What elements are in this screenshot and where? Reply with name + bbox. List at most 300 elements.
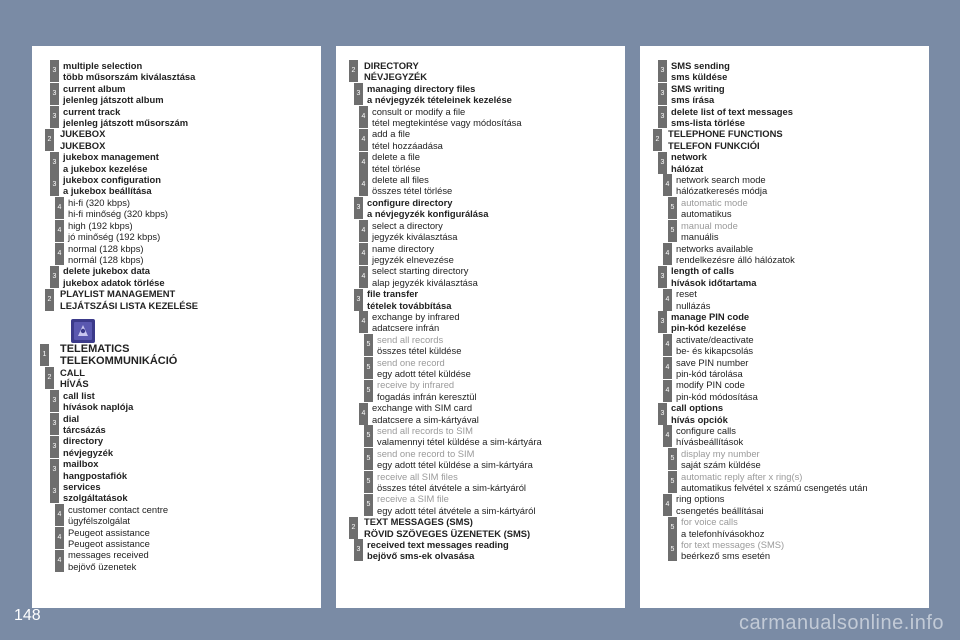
entry-label-english: delete jukebox data (63, 265, 151, 277)
level-badge: 4 (359, 152, 368, 174)
entry-label-english: configure calls (676, 425, 736, 436)
entry-label-hungarian: LEJÁTSZÁSI LISTA KEZELÉSE (60, 299, 199, 311)
menu-entry-level-2 (32, 128, 321, 151)
menu-entry-text (372, 151, 420, 174)
entry-label-english: network search mode (676, 174, 766, 186)
level-badge: 4 (55, 243, 64, 265)
menu-entry-level-3 (32, 413, 321, 436)
menu-entry-level-4 (640, 243, 929, 266)
menu-entry-level-4 (336, 402, 625, 425)
menu-entry-text (377, 379, 477, 402)
level-badge: 3 (50, 174, 59, 196)
menu-column-2 (336, 46, 625, 608)
menu-entry-text (63, 390, 133, 413)
entry-label-english: TEXT MESSAGES (SMS) (364, 516, 473, 528)
level-badge: 5 (668, 448, 677, 470)
menu-entry-level-3 (336, 197, 625, 220)
entry-label-english: for text messages (SMS) (681, 539, 785, 551)
menu-entry-text (372, 265, 478, 288)
level-badge: 4 (663, 243, 672, 265)
menu-entry-text (676, 288, 710, 311)
level-badge: 3 (354, 289, 363, 311)
level-badge: 4 (663, 494, 672, 516)
entry-label-hungarian: be- és kikapcsolás (676, 345, 754, 357)
entry-label-english: receive all SIM files (377, 470, 458, 482)
menu-entry-level-4 (640, 425, 929, 448)
entry-label-english: save PIN number (676, 356, 749, 368)
level-badge: 4 (55, 220, 64, 242)
level-badge: 4 (359, 266, 368, 288)
level-badge: 3 (50, 152, 59, 174)
entry-label-english: network (671, 151, 707, 163)
menu-entry-text (681, 220, 738, 243)
entry-label-english: consult or modify a file (372, 105, 466, 117)
entry-label-english: activate/deactivate (676, 333, 754, 345)
entry-label-english: PLAYLIST MANAGEMENT (60, 288, 176, 300)
level-badge: 5 (364, 471, 373, 493)
entry-label-hungarian: hálózatkeresés módja (676, 185, 768, 197)
entry-label-english: DIRECTORY (364, 60, 419, 71)
entry-label-hungarian: pin-kód tárolása (676, 367, 743, 379)
menu-entry-text (668, 128, 783, 151)
entry-label-hungarian: névjegyzék (63, 446, 114, 458)
menu-entry-level-5 (640, 220, 929, 243)
entry-label-english: file transfer (367, 288, 419, 300)
menu-entry-text (364, 60, 427, 83)
menu-entry-level-5 (640, 448, 929, 471)
level-badge: 5 (668, 517, 677, 539)
level-badge: 5 (668, 539, 677, 561)
entry-label-english: manage PIN code (671, 310, 750, 322)
level-badge: 4 (359, 403, 368, 425)
level-badge: 3 (50, 436, 59, 458)
entry-label-english: exchange by infrared (372, 310, 460, 322)
level-badge: 5 (668, 197, 677, 219)
level-badge: 4 (55, 504, 64, 526)
entry-label-hungarian: JUKEBOX (60, 139, 106, 151)
menu-entry-text (63, 481, 128, 504)
entry-label-english: select starting directory (372, 265, 469, 277)
level-badge: 1 (40, 344, 49, 366)
level-badge: 4 (359, 311, 368, 333)
entry-label-hungarian: alap jegyzék kiválasztása (372, 276, 478, 288)
entry-label-hungarian: tételek továbbítása (367, 299, 452, 311)
menu-entry-text (377, 448, 533, 471)
menu-entry-level-4 (640, 334, 929, 357)
entry-label-hungarian: sms írása (671, 94, 715, 106)
level-badge: 4 (663, 289, 672, 311)
menu-entry-level-4 (32, 243, 321, 266)
entry-label-english: managing directory files (367, 82, 476, 94)
entry-label-english: normal (128 kbps) (68, 242, 144, 254)
entry-label-english: exchange with SIM card (372, 402, 473, 414)
menu-entry-level-4 (640, 379, 929, 402)
level-badge: 4 (359, 220, 368, 242)
menu-entry-text (676, 174, 767, 197)
level-badge: 3 (354, 539, 363, 561)
menu-entry-level-3 (640, 106, 929, 129)
entry-label-hungarian: pin-kód kezelése (671, 322, 747, 334)
menu-entry-text (676, 334, 754, 357)
entry-label-hungarian: pin-kód módosítása (676, 390, 758, 402)
entry-label-english: TELEMATICS (60, 342, 130, 355)
menu-entry-text (676, 357, 748, 380)
menu-entry-level-4 (32, 197, 321, 220)
menu-entry-text (377, 425, 542, 448)
level-badge: 3 (658, 83, 667, 105)
menu-entry-level-4 (640, 493, 929, 516)
level-badge: 4 (663, 425, 672, 447)
menu-entry-level-4 (336, 220, 625, 243)
level-badge: 3 (354, 197, 363, 219)
menu-entry-text (63, 458, 127, 481)
menu-entry-text (372, 128, 443, 151)
menu-entry-text (68, 504, 168, 527)
menu-entry-text (377, 493, 535, 516)
menu-entry-level-4 (336, 265, 625, 288)
level-badge: 4 (55, 550, 64, 572)
level-badge: 3 (50, 266, 59, 288)
entry-label-english: dial (63, 412, 80, 424)
menu-entry-text (377, 471, 526, 494)
level-badge: 5 (668, 471, 677, 493)
menu-entry-text (63, 413, 106, 436)
menu-entry-level-5 (336, 379, 625, 402)
menu-entry-text (364, 516, 530, 539)
telematics-logo-icon (71, 319, 97, 343)
menu-entry-text (372, 311, 460, 334)
menu-entry-level-3 (336, 539, 625, 562)
menu-entry-text (367, 83, 512, 106)
menu-entry-level-5 (640, 471, 929, 494)
menu-entry-level-4 (640, 174, 929, 197)
menu-entry-text (671, 60, 730, 83)
menu-entry-text (372, 220, 457, 243)
menu-entry-level-4 (336, 151, 625, 174)
level-badge: 3 (658, 403, 667, 425)
entry-label-hungarian: jegyzék kiválasztása (372, 231, 458, 243)
entry-label-hungarian: a névjegyzék tételeinek kezelése (367, 94, 512, 106)
entry-label-hungarian: nullázás (676, 299, 711, 311)
menu-entry-text (63, 435, 113, 458)
level-badge: 4 (359, 243, 368, 265)
menu-entry-level-1 (32, 343, 321, 367)
entry-label-hungarian: Peugeot assistance (68, 538, 150, 550)
entry-label-hungarian: adatcsere infrán (372, 322, 440, 334)
menu-entry-level-3 (336, 83, 625, 106)
level-badge: 4 (663, 174, 672, 196)
menu-entry-level-3 (640, 60, 929, 83)
menu-entry-text (681, 197, 748, 220)
level-badge: 4 (55, 197, 64, 219)
menu-entry-text (671, 311, 749, 334)
menu-entry-level-5 (640, 197, 929, 220)
menu-entry-level-3 (640, 311, 929, 334)
menu-entry-text (63, 174, 161, 197)
menu-entry-text (671, 106, 793, 129)
menu-entry-level-2 (336, 60, 625, 83)
menu-entry-text (60, 128, 105, 151)
menu-entry-level-3 (32, 151, 321, 174)
level-badge: 3 (658, 266, 667, 288)
menu-entry-level-4 (336, 128, 625, 151)
menu-entry-text (68, 197, 168, 220)
entry-label-english: call options (671, 402, 724, 414)
entry-label-english: customer contact centre (68, 503, 169, 515)
menu-entry-text (372, 106, 522, 129)
menu-entry-level-4 (336, 311, 625, 334)
menu-entry-level-3 (32, 390, 321, 413)
entry-label-english: send all records (377, 333, 444, 345)
entry-label-english: current album (63, 82, 126, 94)
menu-entry-text (377, 334, 461, 357)
menu-entry-level-3 (336, 288, 625, 311)
entry-label-hungarian: bejövő sms-ek olvasása (367, 550, 475, 562)
spacer (32, 311, 321, 317)
entry-label-hungarian: RÖVID SZÖVEGES ÜZENETEK (SMS) (364, 527, 531, 539)
level-badge: 2 (653, 129, 662, 151)
entry-label-english: manual mode (681, 219, 738, 231)
level-badge: 5 (364, 448, 373, 470)
entry-label-hungarian: automatikus (681, 208, 732, 220)
menu-entry-level-5 (640, 539, 929, 562)
menu-entry-level-4 (640, 288, 929, 311)
menu-entry-text (63, 60, 195, 83)
entry-label-hungarian: tárcsázás (63, 423, 106, 435)
menu-entry-level-5 (336, 357, 625, 380)
menu-entry-text (681, 516, 764, 539)
entry-label-hungarian: sms küldése (671, 71, 728, 83)
entry-label-english: multiple selection (63, 60, 143, 71)
entry-label-hungarian: hálózat (671, 162, 704, 174)
menu-entry-text (681, 539, 784, 562)
entry-label-hungarian: a névjegyzék konfigurálása (367, 208, 489, 220)
entry-label-english: hi-fi (320 kbps) (68, 196, 131, 208)
menu-entry-level-5 (336, 493, 625, 516)
entry-label-english: Peugeot assistance (68, 526, 150, 538)
menu-entry-level-4 (640, 357, 929, 380)
level-badge: 4 (359, 174, 368, 196)
level-badge: 3 (50, 481, 59, 503)
level-badge: 2 (349, 60, 358, 82)
menu-entry-level-3 (640, 265, 929, 288)
entry-label-hungarian: egy adott tétel küldése a sim-kártyára (377, 459, 533, 471)
entry-label-english: delete all files (372, 174, 429, 186)
entry-label-hungarian: jelenleg játszott album (63, 94, 164, 106)
level-badge: 3 (354, 83, 363, 105)
entry-label-english: received text messages reading (367, 539, 509, 551)
entry-label-hungarian: tétel törlése (372, 162, 421, 174)
level-badge: 3 (50, 60, 59, 82)
entry-label-english: delete list of text messages (671, 105, 793, 117)
menu-entry-text (68, 243, 144, 266)
level-badge: 3 (50, 413, 59, 435)
menu-entry-text (68, 220, 160, 243)
level-badge: 5 (364, 334, 373, 356)
level-badge: 2 (45, 367, 54, 389)
entry-label-hungarian: jegyzék elnevezése (372, 253, 454, 265)
entry-label-hungarian: beérkező sms esetén (681, 550, 771, 562)
menu-entry-level-3 (32, 174, 321, 197)
entry-label-hungarian: jelenleg játszott műsorszám (63, 117, 189, 129)
entry-label-hungarian: sms-lista törlése (671, 117, 745, 129)
entry-label-hungarian: rendelkezésre álló hálózatok (676, 253, 795, 265)
level-badge: 5 (668, 220, 677, 242)
entry-label-english: JUKEBOX (60, 128, 106, 140)
entry-label-english: mailbox (63, 458, 99, 470)
menu-entry-text (63, 265, 165, 288)
menu-entry-text (676, 243, 795, 266)
entry-label-english: add a file (372, 128, 411, 140)
level-badge: 2 (45, 129, 54, 151)
menu-entry-level-3 (32, 435, 321, 458)
menu-entry-level-3 (32, 458, 321, 481)
menu-entry-text (372, 402, 479, 425)
menu-entry-level-5 (336, 448, 625, 471)
entry-label-hungarian: egy adott tétel átvétele a sim-kártyáról (377, 504, 536, 516)
entry-label-english: SMS sending (671, 60, 730, 71)
entry-label-english: length of calls (671, 265, 735, 277)
menu-entry-level-5 (336, 334, 625, 357)
menu-entry-text (63, 106, 188, 129)
entry-label-hungarian: több műsorszám kiválasztása (63, 71, 196, 83)
entry-label-english: modify PIN code (676, 379, 745, 391)
entry-label-english: receive by infrared (377, 379, 455, 391)
entry-label-english: for voice calls (681, 516, 738, 528)
menu-entry-level-5 (336, 425, 625, 448)
level-badge: 3 (658, 60, 667, 82)
menu-entry-level-3 (32, 265, 321, 288)
entry-label-hungarian: HÍVÁS (60, 378, 89, 390)
entry-label-english: configure directory (367, 196, 453, 208)
entry-label-hungarian: összes tétel törlése (372, 185, 453, 197)
level-badge: 2 (349, 517, 358, 539)
level-badge: 4 (359, 129, 368, 151)
entry-label-english: reset (676, 288, 697, 300)
entry-label-hungarian: hi-fi minőség (320 kbps) (68, 208, 169, 220)
menu-entry-text (60, 367, 89, 390)
level-badge: 3 (658, 106, 667, 128)
entry-label-hungarian: a jukebox kezelése (63, 162, 148, 174)
entry-label-hungarian: a telefonhívásokhoz (681, 527, 765, 539)
entry-label-hungarian: fogadás infrán keresztül (377, 390, 477, 402)
entry-label-hungarian: a jukebox beállítása (63, 185, 152, 197)
entry-label-english: jukebox management (63, 151, 159, 163)
level-badge: 3 (50, 459, 59, 481)
menu-entry-level-3 (640, 402, 929, 425)
entry-label-english: send one record (377, 356, 445, 368)
entry-label-hungarian: tétel megtekintése vagy módosítása (372, 117, 522, 129)
entry-label-hungarian: hívás opciók (671, 413, 728, 425)
level-badge: 4 (663, 380, 672, 402)
menu-entry-level-3 (32, 106, 321, 129)
menu-entry-level-4 (32, 549, 321, 572)
menu-entry-text (372, 243, 454, 266)
menu-entry-level-4 (336, 106, 625, 129)
menu-entry-level-3 (32, 481, 321, 504)
menu-entry-level-4 (32, 504, 321, 527)
menu-entry-level-2 (336, 516, 625, 539)
entry-label-hungarian: jó minőség (192 kbps) (68, 231, 161, 243)
menu-entry-text (676, 493, 764, 516)
menu-entry-text (367, 539, 509, 562)
entry-label-hungarian: manuális (681, 231, 719, 243)
menu-entry-text (372, 174, 452, 197)
entry-label-english: send all records to SIM (377, 425, 473, 436)
level-badge: 3 (50, 83, 59, 105)
entry-label-english: current track (63, 105, 121, 117)
entry-label-hungarian: szolgáltatások (63, 492, 128, 504)
entry-label-hungarian: ügyfélszolgálat (68, 515, 131, 527)
menu-entry-text (671, 265, 756, 288)
menu-entry-text (676, 425, 743, 448)
level-badge: 4 (663, 334, 672, 356)
menu-entry-text (676, 379, 758, 402)
level-badge: 2 (45, 289, 54, 311)
level-badge: 4 (663, 357, 672, 379)
entry-label-english: call list (63, 389, 95, 401)
menu-entry-text (671, 151, 707, 174)
menu-column-1 (32, 46, 321, 608)
entry-label-hungarian: csengetés beállításai (676, 504, 764, 516)
menu-entry-text (63, 151, 159, 174)
page-number: 148 (14, 607, 41, 624)
menu-entry-text (68, 527, 150, 550)
entry-label-english: SMS writing (671, 82, 725, 94)
level-badge: 3 (658, 311, 667, 333)
menu-entry-text (377, 357, 471, 380)
menu-entry-text (367, 197, 488, 220)
entry-label-hungarian: hangpostafiók (63, 469, 128, 481)
level-badge: 5 (364, 425, 373, 447)
entry-label-english: networks available (676, 242, 754, 254)
menu-entry-level-3 (640, 151, 929, 174)
entry-label-english: display my number (681, 447, 760, 459)
entry-label-hungarian: összes tétel átvétele a sim-kártyáról (377, 482, 527, 494)
entry-label-hungarian: automatikus felvétel x számú csengetés után (681, 482, 868, 494)
entry-label-hungarian: TELEKOMMUNIKÁCIÓ (60, 354, 178, 367)
menu-entry-text (681, 448, 761, 471)
menu-entry-text (671, 402, 728, 425)
entry-label-hungarian: normál (128 kbps) (68, 253, 144, 265)
entry-label-english: high (192 kbps) (68, 219, 133, 231)
entry-label-hungarian: TELEFON FUNKCIÓI (668, 139, 760, 151)
menu-entry-level-4 (32, 527, 321, 550)
menu-entry-level-3 (32, 83, 321, 106)
level-badge: 4 (55, 527, 64, 549)
entry-label-hungarian: bejövő üzenetek (68, 560, 137, 572)
level-badge: 5 (364, 357, 373, 379)
entry-label-english: ring options (676, 493, 725, 505)
menu-entry-text (68, 549, 149, 572)
menu-entry-level-4 (336, 243, 625, 266)
entry-label-hungarian: jukebox adatok törlése (63, 276, 165, 288)
entry-label-hungarian: valamennyi tétel küldése a sim-kártyára (377, 436, 542, 448)
menu-entry-text (367, 288, 451, 311)
menu-entry-level-2 (32, 288, 321, 311)
entry-label-english: directory (63, 435, 104, 447)
level-badge: 3 (50, 106, 59, 128)
entry-label-hungarian: adatcsere a sim-kártyával (372, 413, 479, 425)
entry-label-hungarian: saját szám küldése (681, 459, 761, 471)
menu-column-3 (640, 46, 929, 608)
entry-label-english: services (63, 481, 101, 492)
level-badge: 5 (364, 494, 373, 516)
entry-label-english: CALL (60, 366, 85, 378)
level-badge: 3 (50, 390, 59, 412)
level-badge: 3 (658, 152, 667, 174)
entry-label-english: send one record to SIM (377, 447, 475, 459)
